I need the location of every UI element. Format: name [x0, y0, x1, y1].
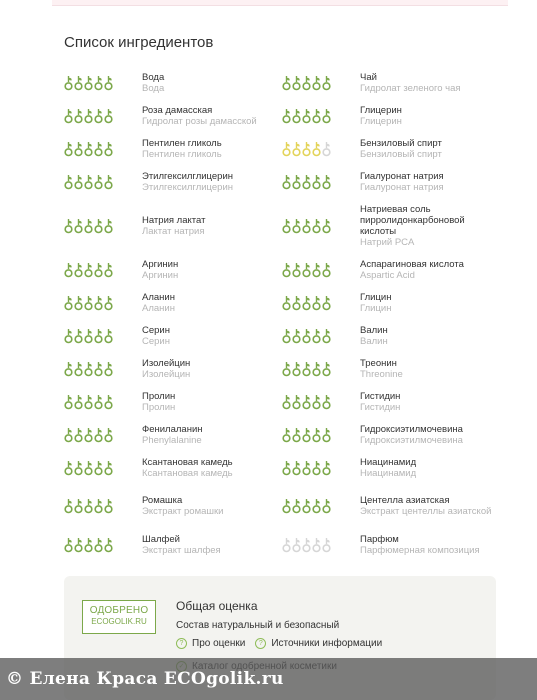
leaf-drop-icon: [94, 75, 103, 91]
safety-rating: [282, 174, 360, 190]
ingredient-names: [360, 457, 496, 479]
ingredient-item: [64, 385, 278, 418]
ingredient-names: [142, 424, 278, 446]
safety-rating: [282, 141, 360, 157]
leaf-drop-icon: [302, 537, 311, 553]
ingredient-item: [64, 528, 278, 561]
leaf-drop-icon: [94, 328, 103, 344]
ingredient-name: Ромашка: [142, 495, 183, 506]
leaf-drop-icon: [282, 108, 291, 124]
safety-rating: [282, 361, 360, 377]
leaf-drop-icon: [322, 460, 331, 476]
leaf-drop-icon: [322, 498, 331, 514]
ingredient-inci: Пентилен гликоль: [142, 148, 222, 160]
safety-rating: [64, 394, 142, 410]
ingredient-names: [142, 534, 278, 556]
leaf-drop-icon: [104, 537, 113, 553]
leaf-drop-icon: [74, 498, 83, 514]
safety-rating: [282, 218, 360, 234]
leaf-drop-icon: [322, 361, 331, 377]
ingredient-list: [64, 66, 504, 561]
safety-rating: [64, 460, 142, 476]
ingredient-name: Гидроксиэтилмочевина: [360, 423, 463, 435]
leaf-drop-icon: [104, 427, 113, 443]
ingredient-names: [142, 105, 278, 127]
ingredient-names: [360, 495, 496, 517]
ingredient-inci: Гистидин: [360, 401, 401, 413]
ingredient-item: [282, 451, 496, 484]
leaf-drop-icon: [292, 75, 301, 91]
leaf-drop-icon: [292, 174, 301, 190]
ingredient-inci: Гидролат зеленого чая: [360, 82, 461, 94]
leaf-drop-icon: [312, 295, 321, 311]
leaf-drop-icon: [74, 394, 83, 410]
ingredient-inci: Бензиловый спирт: [360, 148, 442, 160]
ingredient-name: Аспарагиновая кислота: [360, 258, 464, 270]
safety-rating: [282, 460, 360, 476]
safety-rating: [282, 537, 360, 553]
leaf-drop-icon: [84, 361, 93, 377]
approved-badge-site: ECOGOLIK.RU: [91, 617, 147, 626]
ingredient-name: Центелла азиатская: [360, 495, 450, 506]
leaf-drop-icon: [64, 295, 73, 311]
leaf-drop-icon: [64, 460, 73, 476]
ingredient-name: Серин: [142, 324, 170, 336]
ingredient-item: [282, 165, 496, 198]
ingredient-item: [282, 319, 496, 352]
leaf-drop-icon: [312, 498, 321, 514]
leaf-drop-icon: [84, 394, 93, 410]
safety-rating: [64, 174, 142, 190]
safety-rating: [282, 75, 360, 91]
leaf-drop-icon: [64, 262, 73, 278]
ingredient-item: [282, 66, 496, 99]
ingredient-inci: Гидроксиэтилмочевина: [360, 434, 463, 446]
ingredient-name: Аланин: [142, 291, 175, 303]
leaf-drop-icon: [322, 108, 331, 124]
ingredient-item: [282, 132, 496, 165]
leaf-drop-icon: [302, 460, 311, 476]
leaf-drop-icon: [104, 218, 113, 234]
leaf-drop-icon: [84, 108, 93, 124]
leaf-drop-icon: [94, 427, 103, 443]
leaf-drop-icon: [312, 460, 321, 476]
leaf-drop-icon: [292, 328, 301, 344]
ingredient-item: [64, 451, 278, 484]
leaf-drop-icon: [104, 460, 113, 476]
ingredient-inci: Валин: [360, 335, 388, 347]
leaf-drop-icon: [74, 328, 83, 344]
leaf-drop-icon: [292, 427, 301, 443]
leaf-drop-icon: [322, 141, 331, 157]
ingredient-name: Глицерин: [360, 104, 402, 116]
safety-rating: [64, 108, 142, 124]
ingredient-name: Этилгексилглицерин: [142, 170, 233, 182]
ingredient-inci: Ниацинамид: [360, 467, 417, 479]
ingredient-name: Фенилаланин: [142, 423, 203, 435]
leaf-drop-icon: [302, 174, 311, 190]
leaf-drop-icon: [302, 262, 311, 278]
leaf-drop-icon: [322, 75, 331, 91]
ingredient-names: [360, 204, 496, 248]
leaf-drop-icon: [104, 295, 113, 311]
safety-rating: [64, 361, 142, 377]
ingredient-item: [282, 99, 496, 132]
safety-rating: [282, 108, 360, 124]
safety-rating: [64, 427, 142, 443]
leaf-drop-icon: [94, 537, 103, 553]
ingredient-item: [64, 165, 278, 198]
safety-rating: [64, 75, 142, 91]
leaf-drop-icon: [84, 498, 93, 514]
ingredient-item: [282, 418, 496, 451]
leaf-drop-icon: [312, 218, 321, 234]
ingredient-inci: Вода: [142, 82, 165, 94]
leaf-drop-icon: [64, 361, 73, 377]
leaf-drop-icon: [302, 361, 311, 377]
leaf-drop-icon: [282, 218, 291, 234]
approved-badge-title: ОДОБРЕНО: [89, 605, 149, 616]
ingredient-name: Гиалуронат натрия: [360, 170, 444, 182]
ingredient-item: [64, 253, 278, 286]
leaf-drop-icon: [104, 498, 113, 514]
leaf-drop-icon: [74, 75, 83, 91]
ingredient-name: Чай: [360, 71, 377, 83]
leaf-drop-icon: [104, 361, 113, 377]
leaf-drop-icon: [64, 427, 73, 443]
ingredient-inci: Парфюмерная композиция: [360, 544, 480, 556]
ingredient-item: [64, 132, 278, 165]
ingredient-inci: Аргинин: [142, 269, 179, 281]
leaf-drop-icon: [104, 75, 113, 91]
ingredient-inci: Глицерин: [360, 115, 402, 127]
ingredient-inci: Пролин: [142, 401, 176, 413]
ingredient-inci: Экстракт шалфея: [142, 544, 221, 556]
ingredient-inci: Серин: [142, 335, 170, 347]
leaf-drop-icon: [74, 141, 83, 157]
ingredient-names: [360, 72, 496, 94]
leaf-drop-icon: [74, 174, 83, 190]
ingredient-item: [282, 198, 496, 253]
leaf-drop-icon: [312, 537, 321, 553]
ingredient-names: [142, 215, 278, 237]
safety-rating: [282, 262, 360, 278]
ingredient-name: Аргинин: [142, 258, 179, 270]
ingredient-item: [64, 319, 278, 352]
leaf-drop-icon: [84, 537, 93, 553]
leaf-drop-icon: [74, 361, 83, 377]
leaf-drop-icon: [312, 427, 321, 443]
leaf-drop-icon: [64, 394, 73, 410]
leaf-drop-icon: [104, 108, 113, 124]
ingredient-item: [282, 352, 496, 385]
safety-rating: [64, 537, 142, 553]
leaf-drop-icon: [312, 141, 321, 157]
leaf-drop-icon: [74, 262, 83, 278]
leaf-drop-icon: [312, 174, 321, 190]
safety-rating: [64, 218, 142, 234]
leaf-drop-icon: [74, 427, 83, 443]
leaf-drop-icon: [282, 262, 291, 278]
ingredient-names: [360, 292, 496, 314]
leaf-drop-icon: [292, 218, 301, 234]
leaf-drop-icon: [312, 262, 321, 278]
approved-badge: [82, 600, 156, 634]
ingredient-item: [282, 484, 496, 528]
leaf-drop-icon: [74, 108, 83, 124]
ingredient-name: Ниацинамид: [360, 456, 417, 468]
safety-rating: [282, 498, 360, 514]
ingredient-item: [282, 286, 496, 319]
ingredient-names: [142, 292, 278, 314]
ingredient-name: Изолейцин: [142, 357, 191, 369]
leaf-drop-icon: [292, 361, 301, 377]
leaf-drop-icon: [84, 75, 93, 91]
ingredient-inci: Аланин: [142, 302, 175, 314]
leaf-drop-icon: [84, 262, 93, 278]
leaf-drop-icon: [84, 141, 93, 157]
leaf-drop-icon: [104, 394, 113, 410]
about-ratings-label: Про оценки: [192, 638, 246, 649]
leaf-drop-icon: [104, 141, 113, 157]
ingredient-inci: Экстракт центеллы азиатской: [360, 506, 492, 517]
leaf-drop-icon: [292, 460, 301, 476]
ingredient-item: [64, 99, 278, 132]
ingredient-inci: Экстракт ромашки: [142, 506, 224, 517]
leaf-drop-icon: [282, 295, 291, 311]
ingredient-item: [64, 484, 278, 528]
ingredient-item: [64, 352, 278, 385]
ingredient-names: [360, 259, 496, 281]
leaf-drop-icon: [104, 262, 113, 278]
safety-rating: [64, 141, 142, 157]
leaf-drop-icon: [104, 174, 113, 190]
leaf-drop-icon: [302, 394, 311, 410]
ingredient-inci: Phenylalanine: [142, 434, 202, 446]
leaf-drop-icon: [322, 262, 331, 278]
leaf-drop-icon: [74, 537, 83, 553]
ingredient-inci: Ксантановая камедь: [142, 467, 233, 479]
ingredient-inci: Лактат натрия: [142, 225, 205, 237]
leaf-drop-icon: [94, 295, 103, 311]
ingredient-item: [64, 66, 278, 99]
leaf-drop-icon: [312, 108, 321, 124]
ingredient-name: Натриевая соль пирролидонкарбоновой кислоты: [360, 203, 465, 237]
leaf-drop-icon: [64, 174, 73, 190]
ingredient-name: Роза дамасская: [142, 104, 213, 116]
ingredient-names: [142, 325, 278, 347]
leaf-drop-icon: [322, 174, 331, 190]
ingredient-item: [64, 198, 278, 253]
safety-rating: [64, 295, 142, 311]
leaf-drop-icon: [94, 174, 103, 190]
leaf-drop-icon: [282, 427, 291, 443]
leaf-drop-icon: [64, 141, 73, 157]
ingredient-names: [142, 259, 278, 281]
leaf-drop-icon: [302, 75, 311, 91]
leaf-drop-icon: [312, 394, 321, 410]
leaf-drop-icon: [322, 427, 331, 443]
ingredient-name: Глицин: [360, 291, 392, 303]
ingredient-name: Гистидин: [360, 390, 401, 402]
ingredient-names: [360, 325, 496, 347]
leaf-drop-icon: [292, 108, 301, 124]
leaf-drop-icon: [74, 218, 83, 234]
leaf-drop-icon: [84, 460, 93, 476]
leaf-drop-icon: [64, 218, 73, 234]
leaf-drop-icon: [282, 537, 291, 553]
section-title: Список ингредиентов: [64, 34, 214, 51]
leaf-drop-icon: [292, 498, 301, 514]
leaf-drop-icon: [302, 141, 311, 157]
leaf-drop-icon: [282, 498, 291, 514]
leaf-drop-icon: [312, 328, 321, 344]
leaf-drop-icon: [64, 108, 73, 124]
leaf-drop-icon: [282, 460, 291, 476]
ingredient-name: Валин: [360, 324, 388, 336]
about-ratings-link[interactable]: [176, 638, 245, 649]
leaf-drop-icon: [64, 75, 73, 91]
ingredient-names: [142, 358, 278, 380]
ingredient-names: [142, 391, 278, 413]
leaf-drop-icon: [282, 141, 291, 157]
leaf-drop-icon: [292, 141, 301, 157]
ingredient-inci: Натрий PCA: [360, 236, 415, 248]
leaf-drop-icon: [302, 295, 311, 311]
leaf-drop-icon: [312, 75, 321, 91]
ingredient-inci: Aspartic Acid: [360, 269, 415, 281]
leaf-drop-icon: [84, 295, 93, 311]
ingredient-names: [142, 495, 278, 517]
ingredient-name: Пентилен гликоль: [142, 137, 222, 149]
ingredient-inci: Threonine: [360, 368, 403, 380]
ingredient-names: [360, 105, 496, 127]
ingredient-inci: Гидролат розы дамасской: [142, 115, 257, 127]
ingredient-item: [64, 418, 278, 451]
ingredient-inci: Глицин: [360, 302, 392, 314]
leaf-drop-icon: [64, 328, 73, 344]
safety-rating: [64, 498, 142, 514]
sources-link[interactable]: [255, 638, 382, 649]
watermark: © Елена Краса ECOgolik.ru: [0, 658, 537, 700]
leaf-drop-icon: [104, 328, 113, 344]
ingredient-name: Бензиловый спирт: [360, 137, 442, 149]
overall-title: Общая оценка: [176, 599, 258, 613]
ingredient-item: [64, 286, 278, 319]
leaf-drop-icon: [94, 141, 103, 157]
safety-rating: [282, 394, 360, 410]
leaf-drop-icon: [282, 328, 291, 344]
leaf-drop-icon: [302, 218, 311, 234]
leaf-drop-icon: [302, 328, 311, 344]
leaf-drop-icon: [292, 262, 301, 278]
leaf-drop-icon: [282, 174, 291, 190]
leaf-drop-icon: [94, 460, 103, 476]
ingredient-item: [282, 253, 496, 286]
safety-rating: [282, 328, 360, 344]
ingredient-names: [142, 72, 278, 94]
leaf-drop-icon: [282, 75, 291, 91]
leaf-drop-icon: [74, 295, 83, 311]
safety-rating: [282, 295, 360, 311]
leaf-drop-icon: [282, 394, 291, 410]
leaf-drop-icon: [322, 295, 331, 311]
leaf-drop-icon: [302, 498, 311, 514]
ingredient-names: [360, 424, 496, 446]
leaf-drop-icon: [292, 295, 301, 311]
ingredient-inci: Этилгексилглицерин: [142, 181, 233, 193]
ingredient-names: [360, 171, 496, 193]
leaf-drop-icon: [302, 108, 311, 124]
safety-rating: [64, 328, 142, 344]
ingredient-name: Вода: [142, 71, 165, 83]
leaf-drop-icon: [322, 328, 331, 344]
info-links: [176, 638, 382, 649]
leaf-drop-icon: [64, 537, 73, 553]
leaf-drop-icon: [84, 328, 93, 344]
leaf-drop-icon: [64, 498, 73, 514]
ingredient-name: Шалфей: [142, 533, 180, 545]
leaf-drop-icon: [292, 537, 301, 553]
leaf-drop-icon: [84, 174, 93, 190]
leaf-drop-icon: [302, 427, 311, 443]
leaf-drop-icon: [322, 218, 331, 234]
top-card-edge: [52, 0, 508, 6]
ingredient-name: Пролин: [142, 390, 176, 402]
ingredient-inci: Гиалуронат натрия: [360, 181, 444, 193]
leaf-drop-icon: [322, 537, 331, 553]
leaf-drop-icon: [94, 361, 103, 377]
leaf-drop-icon: [84, 427, 93, 443]
leaf-drop-icon: [322, 394, 331, 410]
ingredient-name: Ксантановая камедь: [142, 456, 233, 468]
safety-rating: [64, 262, 142, 278]
ingredient-names: [360, 391, 496, 413]
ingredient-names: [360, 534, 496, 556]
ingredient-item: [282, 385, 496, 418]
leaf-drop-icon: [282, 361, 291, 377]
ingredient-name: Треонин: [360, 357, 397, 369]
leaf-drop-icon: [74, 460, 83, 476]
sources-label: Источники информации: [271, 638, 383, 649]
question-icon: ?: [176, 638, 187, 649]
leaf-drop-icon: [94, 394, 103, 410]
ingredient-name: Парфюм: [360, 533, 399, 545]
leaf-drop-icon: [84, 218, 93, 234]
leaf-drop-icon: [94, 218, 103, 234]
ingredient-inci: Изолейцин: [142, 368, 191, 380]
overall-text: Состав натуральный и безопасный: [176, 620, 340, 631]
question-icon: ?: [255, 638, 266, 649]
leaf-drop-icon: [292, 394, 301, 410]
ingredient-names: [142, 138, 278, 160]
leaf-drop-icon: [94, 262, 103, 278]
ingredient-names: [142, 171, 278, 193]
leaf-drop-icon: [94, 498, 103, 514]
safety-rating: [282, 427, 360, 443]
ingredient-names: [142, 457, 278, 479]
leaf-drop-icon: [312, 361, 321, 377]
ingredient-item: [282, 528, 496, 561]
ingredient-names: [360, 358, 496, 380]
ingredient-name: Натрия лактат: [142, 214, 206, 226]
leaf-drop-icon: [94, 108, 103, 124]
ingredient-names: [360, 138, 496, 160]
